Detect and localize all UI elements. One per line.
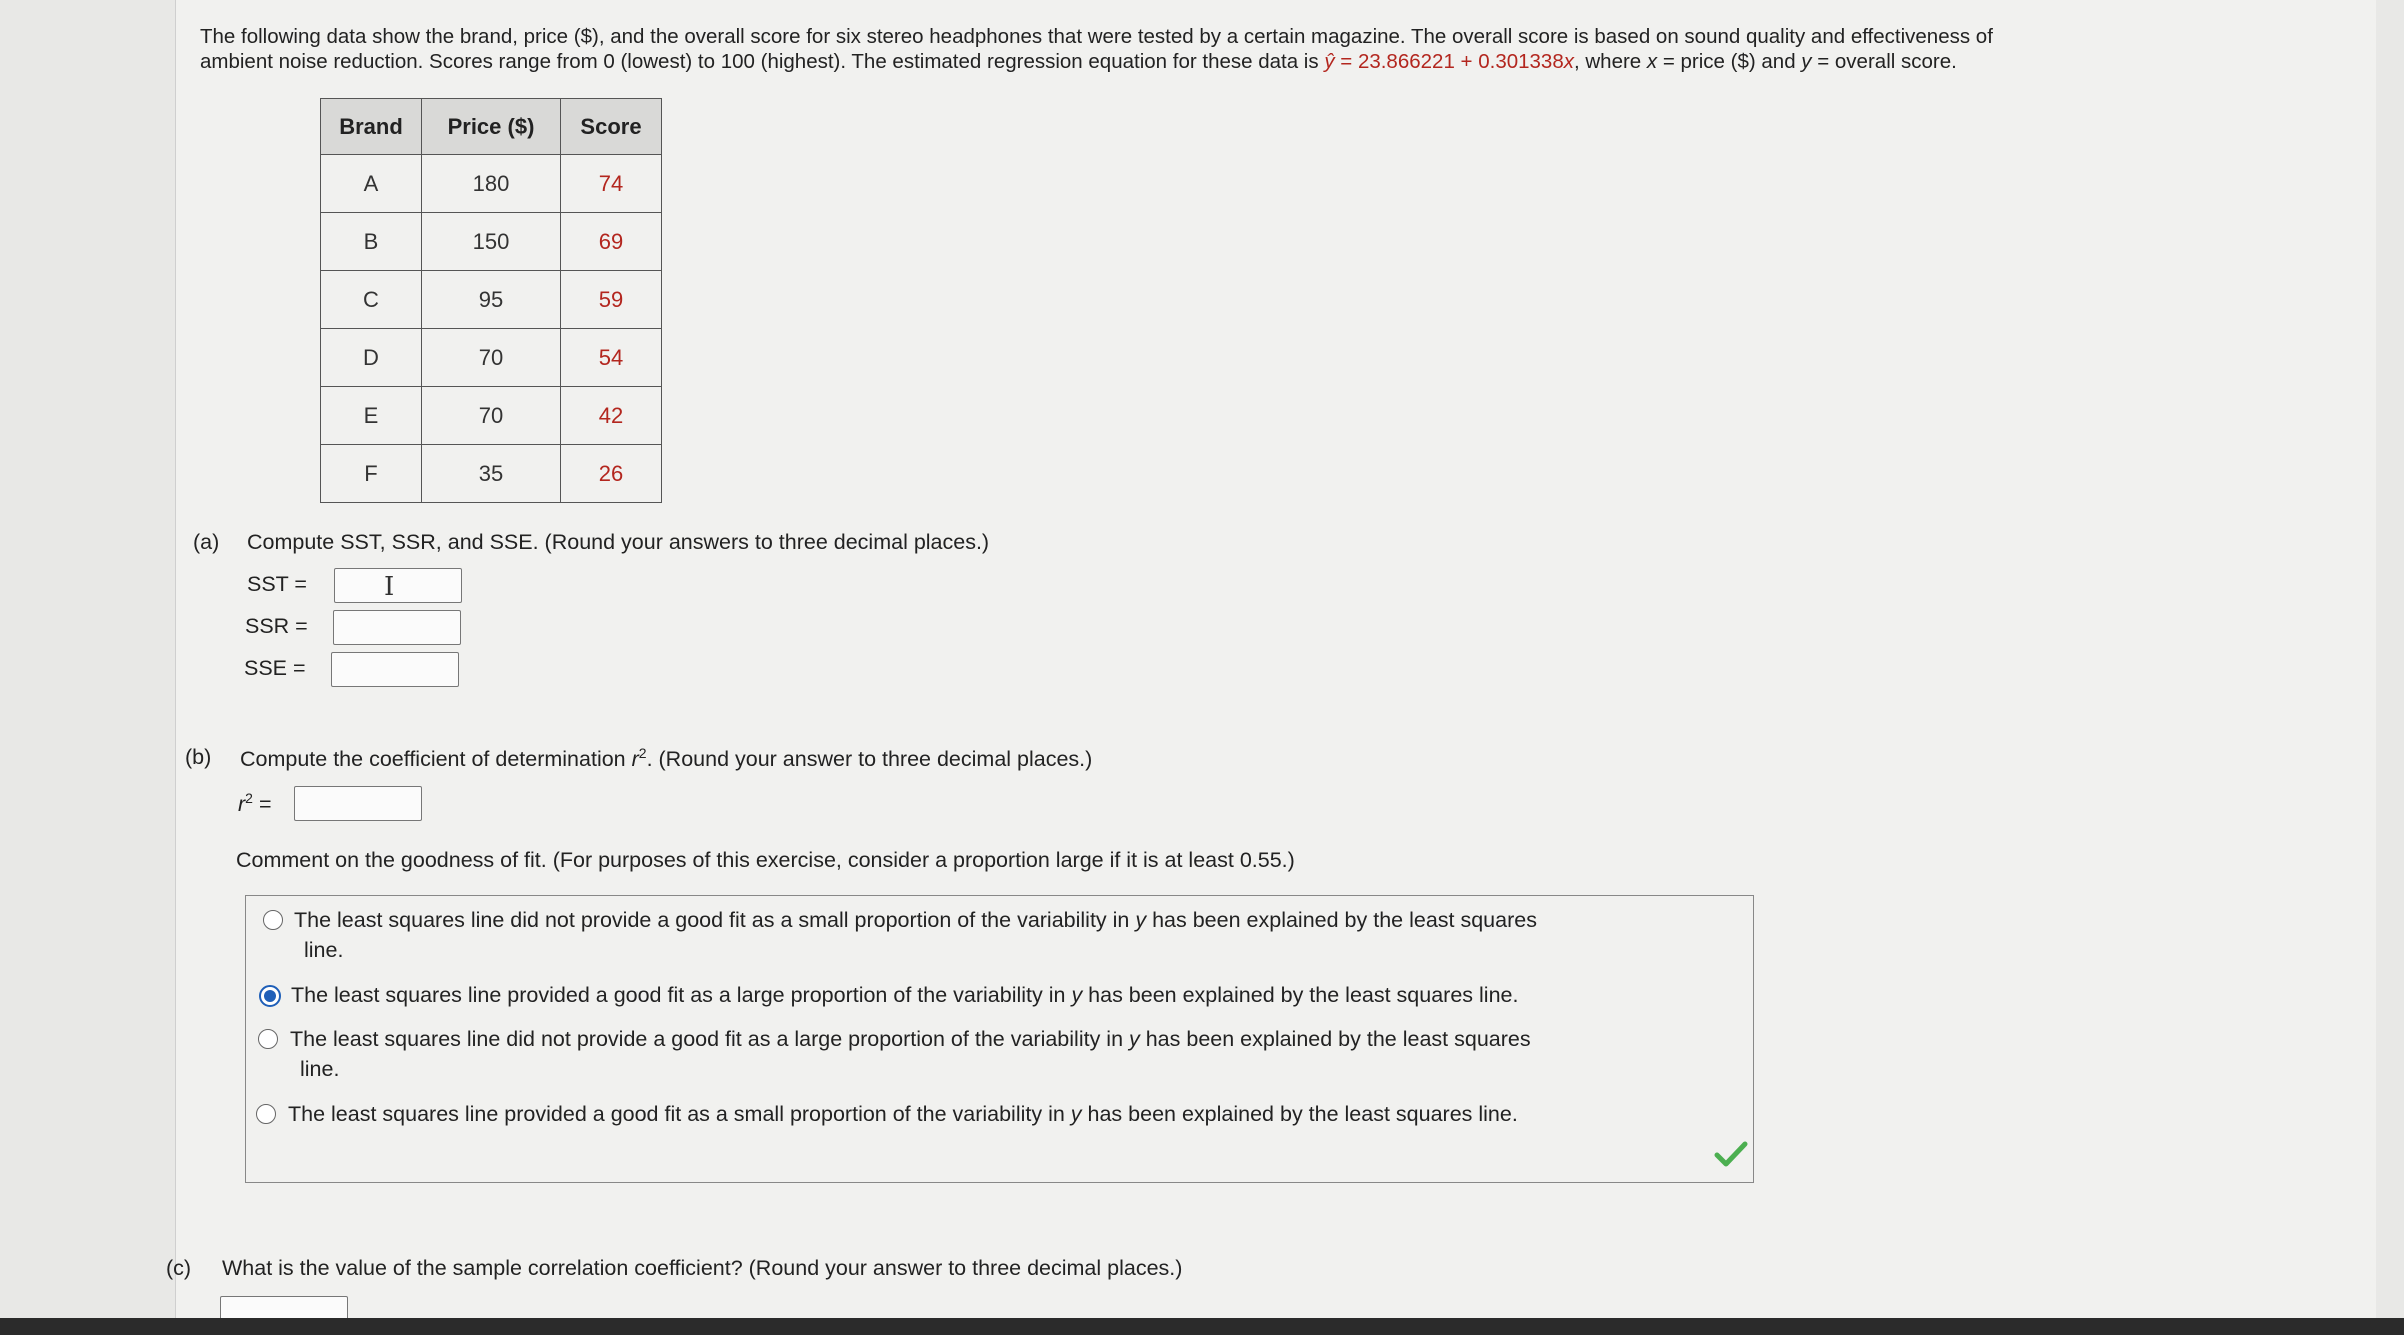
brand-cell: A [321, 155, 422, 213]
text-cursor-icon: I [384, 572, 395, 602]
part-a-label: (a) [193, 530, 220, 554]
part-a-prompt: Compute SST, SSR, and SSE. (Round your answers to three decimal places.) [247, 530, 990, 554]
r2-input[interactable] [294, 786, 422, 821]
option-2-text[interactable]: The least squares line provided a good fit as a large proportion of the variability in y has been explained by the least squares line. [291, 983, 1519, 1007]
slope: 0.301338 [1478, 50, 1564, 73]
brand-cell: E [321, 387, 422, 445]
part-c-prompt: What is the value of the sample correlation coefficient? (Round your answer to three decimal places.) [222, 1256, 1183, 1280]
score-cell: 54 [561, 329, 662, 387]
ssr-input[interactable] [333, 610, 461, 645]
goodness-of-fit-prompt: Comment on the goodness of fit. (For purposes of this exercise, consider a proportion large if it is at least 0.55.) [236, 848, 1295, 872]
intercept: 23.866221 [1357, 50, 1455, 73]
table-row [321, 213, 662, 271]
correlation-input[interactable] [220, 1296, 348, 1320]
sst-input[interactable] [334, 568, 462, 603]
sst-label: SST = [247, 572, 307, 596]
radio-option-2-selected[interactable] [259, 985, 281, 1007]
radio-option-3[interactable] [258, 1029, 278, 1049]
check-icon [1714, 1140, 1748, 1168]
table-header-row [321, 99, 662, 155]
intro-line-1: The following data show the brand, price ($), and the overall score for six stereo headphones that were tested by a certain magazine. The overall score is based on sound quality and effectiveness of [200, 25, 1993, 48]
table-row [321, 445, 662, 503]
table-row [321, 155, 662, 213]
part-b-label: (b) [185, 745, 212, 769]
price-cell: 180 [422, 155, 561, 213]
price-cell: 95 [422, 271, 561, 329]
price-cell: 150 [422, 213, 561, 271]
brand-cell: D [321, 329, 422, 387]
option-1-text[interactable]: The least squares line did not provide a good fit as a small proportion of the variability in y has been explained by the least squares line. [294, 908, 1537, 962]
table-row [321, 387, 662, 445]
intro-line-2: ambient noise reduction. Scores range from 0 (lowest) to 100 (highest). The estimated regression equation for these data is ŷ = 23.866221 + 0.301338x, where x = price ($) and y = overall score. [200, 50, 1957, 73]
score-cell: 69 [561, 213, 662, 271]
option-3-text[interactable]: The least squares line did not provide a good fit as a large proportion of the variability in y has been explained by the least squares line. [290, 1027, 1531, 1081]
radio-option-1[interactable] [263, 910, 283, 930]
price-cell: 70 [422, 329, 561, 387]
intro-paragraph [200, 24, 2300, 74]
brand-cell: F [321, 445, 422, 503]
score-cell: 74 [561, 155, 662, 213]
radio-option-4[interactable] [256, 1104, 276, 1124]
price-cell: 35 [422, 445, 561, 503]
r2-label: $r^2$ = [238, 790, 272, 817]
price-cell: 70 [422, 387, 561, 445]
option-4-text[interactable]: The least squares line provided a good fit as a small proportion of the variability in y has been explained by the least squares line. [288, 1102, 1518, 1126]
brand-cell: C [321, 271, 422, 329]
score-cell: 59 [561, 271, 662, 329]
score-cell: 42 [561, 387, 662, 445]
header-brand: Brand [321, 99, 422, 155]
part-b-prompt: Compute the coefficient of determination $r^2$. (Round your answer to three decimal places.) [240, 745, 1093, 772]
sse-label: SSE = [244, 656, 306, 680]
headphone-data-table [320, 98, 662, 503]
sse-input[interactable] [331, 652, 459, 687]
part-c-label: (c) [166, 1256, 192, 1280]
score-cell: 26 [561, 445, 662, 503]
bottom-edge-bar [0, 1318, 2404, 1335]
table-row [321, 329, 662, 387]
header-score: Score [561, 99, 662, 155]
header-price: Price ($) [422, 99, 561, 155]
table-row [321, 271, 662, 329]
brand-cell: B [321, 213, 422, 271]
yhat: ŷ [1324, 50, 1335, 73]
ssr-label: SSR = [245, 614, 308, 638]
